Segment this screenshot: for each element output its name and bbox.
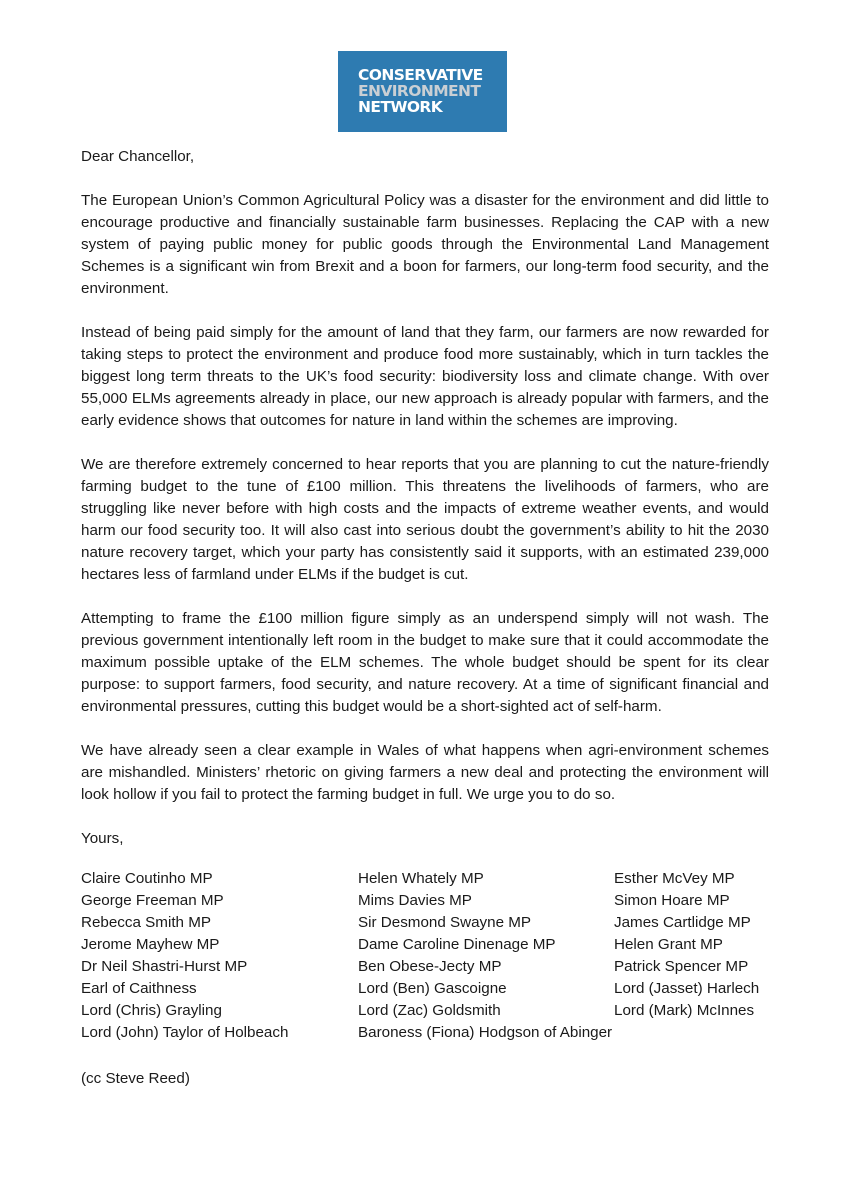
salutation: Dear Chancellor,	[81, 148, 195, 165]
signatory: George Freeman MP	[81, 892, 224, 909]
signatory: Baroness (Fiona) Hodgson of Abinger	[358, 1024, 613, 1041]
logo-line-2: ENVIRONMENT	[358, 82, 481, 100]
signatory: Dame Caroline Dinenage MP	[358, 936, 556, 953]
conservative-environment-network-logo	[338, 51, 507, 132]
cc-line: (cc Steve Reed)	[81, 1070, 190, 1087]
signatory: Helen Whately MP	[358, 870, 484, 887]
signatory: Claire Coutinho MP	[81, 870, 213, 887]
signatory: Sir Desmond Swayne MP	[358, 914, 532, 931]
paragraph-3: We are therefore extremely concerned to hear reports that you are planning to cut the nature-friendly farming budget to the tune of £100 million. This threatens the livelihoods of farmers, who are struggling like never before with high costs and the impacts of extreme weather events, and would harm our food security too. It will also cast into serious doubt the government’s ability to hit the 2030 nature recovery target, which your party has consistently said it supports, with an estimated 239,000 hectares less of farmland under ELMs if the budget is cut.	[81, 456, 769, 583]
paragraph-5: We have already seen a clear example in Wales of what happens when agri-environment schemes are mishandled. Ministers’ rhetoric on giving farmers a new deal and protecting the environment will look hollow if you fail to protect the farming budget in full. We urge you to do so.	[81, 742, 769, 803]
logo-line-1: CONSERVATIVE	[358, 66, 483, 84]
signatory: Mims Davies MP	[358, 892, 472, 909]
paragraph-4: Attempting to frame the £100 million figure simply as an underspend simply will not wash. The previous government intentionally left room in the budget to make sure that it could accommodate the maximum possible uptake of the ELM schemes. The whole budget should be spent for its clear purpose: to support farmers, food security, and nature recovery. At a time of significant financial and environmental pressures, cutting this budget would be a short-sighted act of self-harm.	[81, 610, 769, 715]
logo-line-3: NETWORK	[358, 98, 443, 116]
signatory: Lord (Ben) Gascoigne	[358, 980, 507, 997]
closing: Yours,	[81, 830, 124, 847]
signatory: Dr Neil Shastri-Hurst MP	[81, 958, 248, 975]
signatory: Lord (John) Taylor of Holbeach	[81, 1024, 289, 1041]
signatory: Patrick Spencer MP	[614, 958, 749, 975]
signatory: Jerome Mayhew MP	[81, 936, 220, 953]
signatory: Lord (Mark) McInnes	[614, 1002, 755, 1019]
signatories-column-1	[81, 868, 288, 1044]
signatory: Lord (Zac) Goldsmith	[358, 1002, 501, 1019]
paragraph-2: Instead of being paid simply for the amount of land that they farm, our farmers are now rewarded for taking steps to protect the environment and produce food more sustainably, which in turn tackles the biggest long term threats to the UK’s food security: biodiversity loss and climate change. With over 55,000 ELMs agreements already in place, our new approach is already popular with farmers, and the early evidence shows that outcomes for nature in land within the schemes are improving.	[81, 324, 769, 429]
signatories-column-2	[358, 868, 612, 1044]
signatory: Simon Hoare MP	[614, 892, 730, 909]
signatory: James Cartlidge MP	[614, 914, 751, 931]
signatory: Lord (Jasset) Harlech	[614, 980, 760, 997]
signatory: Rebecca Smith MP	[81, 914, 211, 931]
signatory: Ben Obese-Jecty MP	[358, 958, 502, 975]
signatory: Helen Grant MP	[614, 936, 723, 953]
paragraph-1: The European Union’s Common Agricultural Policy was a disaster for the environment and did little to encourage productive and financially sustainable farm businesses. Replacing the CAP with a new system of paying public money for public goods through the Environmental Land Management Schemes is a significant win from Brexit and a boon for farmers, our long-term food security, and the environment.	[81, 192, 769, 297]
signatories-column-3	[614, 868, 759, 1022]
signatory: Earl of Caithness	[81, 980, 197, 997]
signatory: Esther McVey MP	[614, 870, 735, 887]
signatory: Lord (Chris) Grayling	[81, 1002, 222, 1019]
